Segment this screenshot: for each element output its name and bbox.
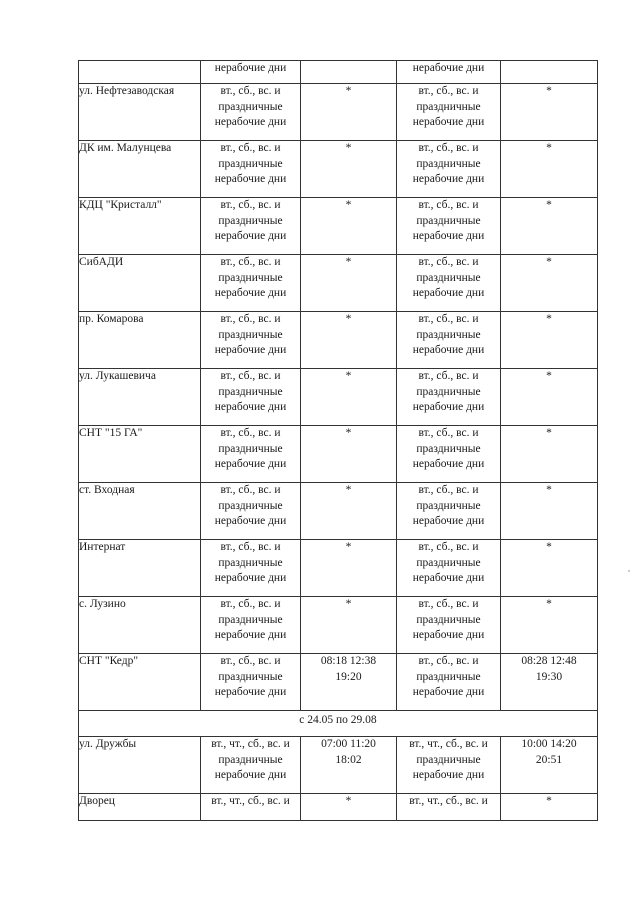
days-left-line: праздничные <box>218 271 283 284</box>
table-row <box>79 255 598 312</box>
days-right-line: вт., сб., вс. и <box>418 541 479 553</box>
time-cell-left <box>301 426 397 483</box>
days-left-line: праздничные <box>218 613 283 626</box>
time-left-text: * <box>345 795 352 807</box>
days-right-line: нерабочие дни <box>412 344 485 356</box>
days-right-text: вт., чт., сб., вс. и <box>409 795 488 807</box>
days-right-line: праздничные <box>416 556 481 569</box>
days-right-line: праздничные <box>416 100 481 113</box>
days-left-line: нерабочие дни <box>214 173 287 185</box>
stop-text: СНТ "Кедр" <box>79 655 139 667</box>
time-cell-left <box>301 84 397 141</box>
days-left-line: праздничные <box>218 556 283 569</box>
time-left-line: 08:18 12:38 <box>320 655 377 667</box>
days-cell-left <box>201 141 301 198</box>
days-left-line: вт., сб., вс. и <box>220 427 281 439</box>
stop-cell <box>79 597 201 654</box>
days-left-line: нерабочие дни <box>214 515 287 527</box>
time-left-line: * <box>345 256 352 268</box>
days-cell-left <box>201 794 301 821</box>
date-range-cell <box>79 711 598 737</box>
stop-cell <box>79 654 201 711</box>
days-right-line: праздничные <box>416 499 481 512</box>
time-cell-right <box>501 426 598 483</box>
days-left-line: праздничные <box>218 157 283 170</box>
time-cell-left <box>301 61 397 84</box>
days-right-line: нерабочие дни <box>412 401 485 413</box>
time-cell-left <box>301 794 397 821</box>
time-cell-right <box>501 312 598 369</box>
stop-text: с. Лузино <box>79 598 126 610</box>
table-row <box>79 198 598 255</box>
time-cell-right <box>501 654 598 711</box>
stop-text: КДЦ "Кристалл" <box>79 199 162 211</box>
days-cell-right <box>397 737 501 794</box>
time-cell-right <box>501 737 598 794</box>
days-left-line: праздничные <box>218 753 283 766</box>
time-cell-left <box>301 255 397 312</box>
stop-cell <box>79 540 201 597</box>
days-left-line: нерабочие дни <box>214 287 287 299</box>
bus-schedule-table <box>78 60 598 821</box>
days-cell-left <box>201 312 301 369</box>
days-left-line: праздничные <box>218 670 283 683</box>
stop-text: ст. Входная <box>79 484 135 496</box>
days-cell-right <box>397 654 501 711</box>
stop-text: ДК им. Малунцева <box>79 142 172 154</box>
days-left-line: нерабочие дни <box>214 572 287 584</box>
time-right-line: * <box>546 484 552 496</box>
time-cell-right <box>501 597 598 654</box>
days-cell-left <box>201 737 301 794</box>
date-range-text: с 24.05 по 29.08 <box>299 714 377 726</box>
days-left-line: нерабочие дни <box>214 230 287 242</box>
time-right-line: * <box>546 370 552 382</box>
days-left-line: праздничные <box>218 385 283 398</box>
stop-cell <box>79 369 201 426</box>
days-cell-right <box>397 369 501 426</box>
days-right-line: праздничные <box>416 157 481 170</box>
days-right-line: нерабочие дни <box>412 515 485 527</box>
days-left-line: нерабочие дни <box>214 629 287 641</box>
days-left-line: вт., сб., вс. и <box>220 256 281 268</box>
days-left-line: праздничные <box>218 214 283 227</box>
time-right-text: * <box>546 795 552 807</box>
time-cell-right <box>501 483 598 540</box>
days-cell-right <box>397 61 501 84</box>
table-row <box>79 654 598 711</box>
table-row <box>79 483 598 540</box>
days-right-line: вт., сб., вс. и <box>418 655 479 667</box>
days-cell-right <box>397 540 501 597</box>
days-right-line: нерабочие дни <box>412 230 485 242</box>
days-left-line: праздничные <box>218 442 283 455</box>
time-left-line: * <box>345 85 352 97</box>
time-cell-left <box>301 540 397 597</box>
time-right-line: * <box>546 541 552 553</box>
days-right-line: праздничные <box>416 670 481 683</box>
days-cell-right <box>397 255 501 312</box>
days-right-line: вт., сб., вс. и <box>418 142 479 154</box>
days-cell-right <box>397 312 501 369</box>
time-cell-right <box>501 369 598 426</box>
time-cell-right <box>501 255 598 312</box>
days-right-line: праздничные <box>416 385 481 398</box>
stop-cell <box>79 84 201 141</box>
time-left-line: * <box>345 370 352 382</box>
time-left-line: 07:00 11:20 <box>321 738 376 750</box>
days-cell-left <box>201 597 301 654</box>
days-right-line: праздничные <box>416 442 481 455</box>
time-left-line: 19:20 <box>335 670 362 683</box>
time-cell-right <box>501 794 598 821</box>
time-right-line: 19:30 <box>535 670 563 683</box>
time-left-line: * <box>345 142 352 154</box>
table-row <box>79 426 598 483</box>
days-cell-left <box>201 255 301 312</box>
days-right-line: праздничные <box>416 613 481 626</box>
stop-text: ул. Нефтезаводская <box>79 85 175 97</box>
days-right-line: вт., сб., вс. и <box>418 85 479 97</box>
stop-cell <box>79 483 201 540</box>
days-left-line: вт., сб., вс. и <box>220 85 281 97</box>
table-row <box>79 540 598 597</box>
time-cell-right <box>501 198 598 255</box>
days-text: нерабочие дни <box>412 62 485 74</box>
stop-text: СНТ "15 ГА" <box>79 427 143 439</box>
days-cell-left <box>201 84 301 141</box>
days-left-line: нерабочие дни <box>214 686 287 698</box>
stop-cell <box>79 141 201 198</box>
days-cell-right <box>397 426 501 483</box>
table-row <box>79 737 598 794</box>
time-cell-right <box>501 84 598 141</box>
days-text: нерабочие дни <box>214 62 287 74</box>
table-row <box>79 597 598 654</box>
days-cell-right <box>397 597 501 654</box>
time-cell-left <box>301 198 397 255</box>
time-left-line: 18:02 <box>335 753 362 766</box>
time-right-line: 08:28 12:48 <box>521 655 577 667</box>
days-cell-left <box>201 483 301 540</box>
time-right-line: * <box>546 598 552 610</box>
time-left-line: * <box>345 598 352 610</box>
days-left-line: вт., чт., сб., вс. и <box>211 738 290 750</box>
time-right-line: * <box>546 199 552 211</box>
days-left-line: праздничные <box>218 100 283 113</box>
days-cell-left <box>201 198 301 255</box>
time-cell-right <box>501 540 598 597</box>
time-left-line: * <box>345 427 352 439</box>
days-cell-right <box>397 483 501 540</box>
days-right-line: нерабочие дни <box>412 572 485 584</box>
days-right-line: праздничные <box>416 214 481 227</box>
days-left-line: вт., сб., вс. и <box>220 199 281 211</box>
table-row-continued <box>79 61 598 84</box>
days-cell-right <box>397 84 501 141</box>
days-right-line: нерабочие дни <box>412 287 485 299</box>
time-right-line: 20:51 <box>535 753 563 766</box>
days-left-line: нерабочие дни <box>214 344 287 356</box>
days-left-line: вт., сб., вс. и <box>220 598 281 610</box>
days-left-line: вт., сб., вс. и <box>220 541 281 553</box>
time-left-line: * <box>345 313 352 325</box>
stop-cell <box>79 61 201 84</box>
time-right-line: 10:00 14:20 <box>521 738 577 750</box>
days-right-line: вт., сб., вс. и <box>418 256 479 268</box>
days-right-line: нерабочие дни <box>412 769 485 781</box>
days-left-line: нерабочие дни <box>214 769 287 781</box>
days-right-line: вт., сб., вс. и <box>418 199 479 211</box>
days-left-text: вт., чт., сб., вс. и <box>211 795 290 807</box>
stop-cell <box>79 737 201 794</box>
days-left-line: вт., сб., вс. и <box>220 655 281 667</box>
days-right-line: праздничные <box>416 271 481 284</box>
stop-cell <box>79 255 201 312</box>
time-cell-left <box>301 312 397 369</box>
days-right-line: нерабочие дни <box>412 686 485 698</box>
days-right-line: праздничные <box>416 753 481 766</box>
time-right-line: * <box>546 427 552 439</box>
days-left-line: нерабочие дни <box>214 458 287 470</box>
days-left-line: нерабочие дни <box>214 401 287 413</box>
days-left-line: вт., сб., вс. и <box>220 484 281 496</box>
days-left-line: вт., сб., вс. и <box>220 313 281 325</box>
time-cell-right <box>501 141 598 198</box>
days-right-line: нерабочие дни <box>412 629 485 641</box>
time-left-line: * <box>345 541 352 553</box>
time-left-line: * <box>345 199 352 211</box>
table-row <box>79 794 598 821</box>
days-cell-left <box>201 654 301 711</box>
table-row <box>79 312 598 369</box>
days-right-line: вт., сб., вс. и <box>418 598 479 610</box>
stop-text: СибАДИ <box>79 256 124 268</box>
stop-text: Дворец <box>79 795 115 807</box>
time-right-line: * <box>546 85 552 97</box>
days-left-line: праздничные <box>218 499 283 512</box>
stop-text: ул. Лукашевича <box>79 370 156 382</box>
time-cell-left <box>301 369 397 426</box>
days-cell-left <box>201 540 301 597</box>
time-right-line: * <box>546 256 552 268</box>
days-cell-left <box>201 61 301 84</box>
scan-speck <box>628 570 630 572</box>
stop-cell <box>79 198 201 255</box>
days-cell-right <box>397 198 501 255</box>
days-cell-right <box>397 794 501 821</box>
days-cell-right <box>397 141 501 198</box>
days-left-line: вт., сб., вс. и <box>220 142 281 154</box>
time-cell-left <box>301 597 397 654</box>
days-cell-left <box>201 426 301 483</box>
days-right-line: вт., сб., вс. и <box>418 427 479 439</box>
stop-cell <box>79 794 201 821</box>
table-row <box>79 369 598 426</box>
time-cell-left <box>301 483 397 540</box>
time-cell-left <box>301 737 397 794</box>
time-cell-left <box>301 654 397 711</box>
days-left-line: нерабочие дни <box>214 116 287 128</box>
stop-text: пр. Комарова <box>79 313 144 325</box>
time-cell-right <box>501 61 598 84</box>
stop-cell <box>79 312 201 369</box>
days-left-line: праздничные <box>218 328 283 341</box>
time-left-line: * <box>345 484 352 496</box>
days-right-line: нерабочие дни <box>412 458 485 470</box>
days-left-line: вт., сб., вс. и <box>220 370 281 382</box>
table-row <box>79 141 598 198</box>
stop-cell <box>79 426 201 483</box>
stop-text: Интернат <box>79 541 126 553</box>
date-range-row <box>79 711 598 737</box>
days-right-line: вт., сб., вс. и <box>418 370 479 382</box>
time-cell-left <box>301 141 397 198</box>
days-right-line: нерабочие дни <box>412 173 485 185</box>
time-right-line: * <box>546 313 552 325</box>
days-right-line: нерабочие дни <box>412 116 485 128</box>
days-right-line: вт., чт., сб., вс. и <box>409 738 488 750</box>
days-right-line: вт., сб., вс. и <box>418 313 479 325</box>
days-right-line: праздничные <box>416 328 481 341</box>
time-right-line: * <box>546 142 552 154</box>
table-row <box>79 84 598 141</box>
stop-text: ул. Дружбы <box>79 738 137 750</box>
days-right-line: вт., сб., вс. и <box>418 484 479 496</box>
days-cell-left <box>201 369 301 426</box>
